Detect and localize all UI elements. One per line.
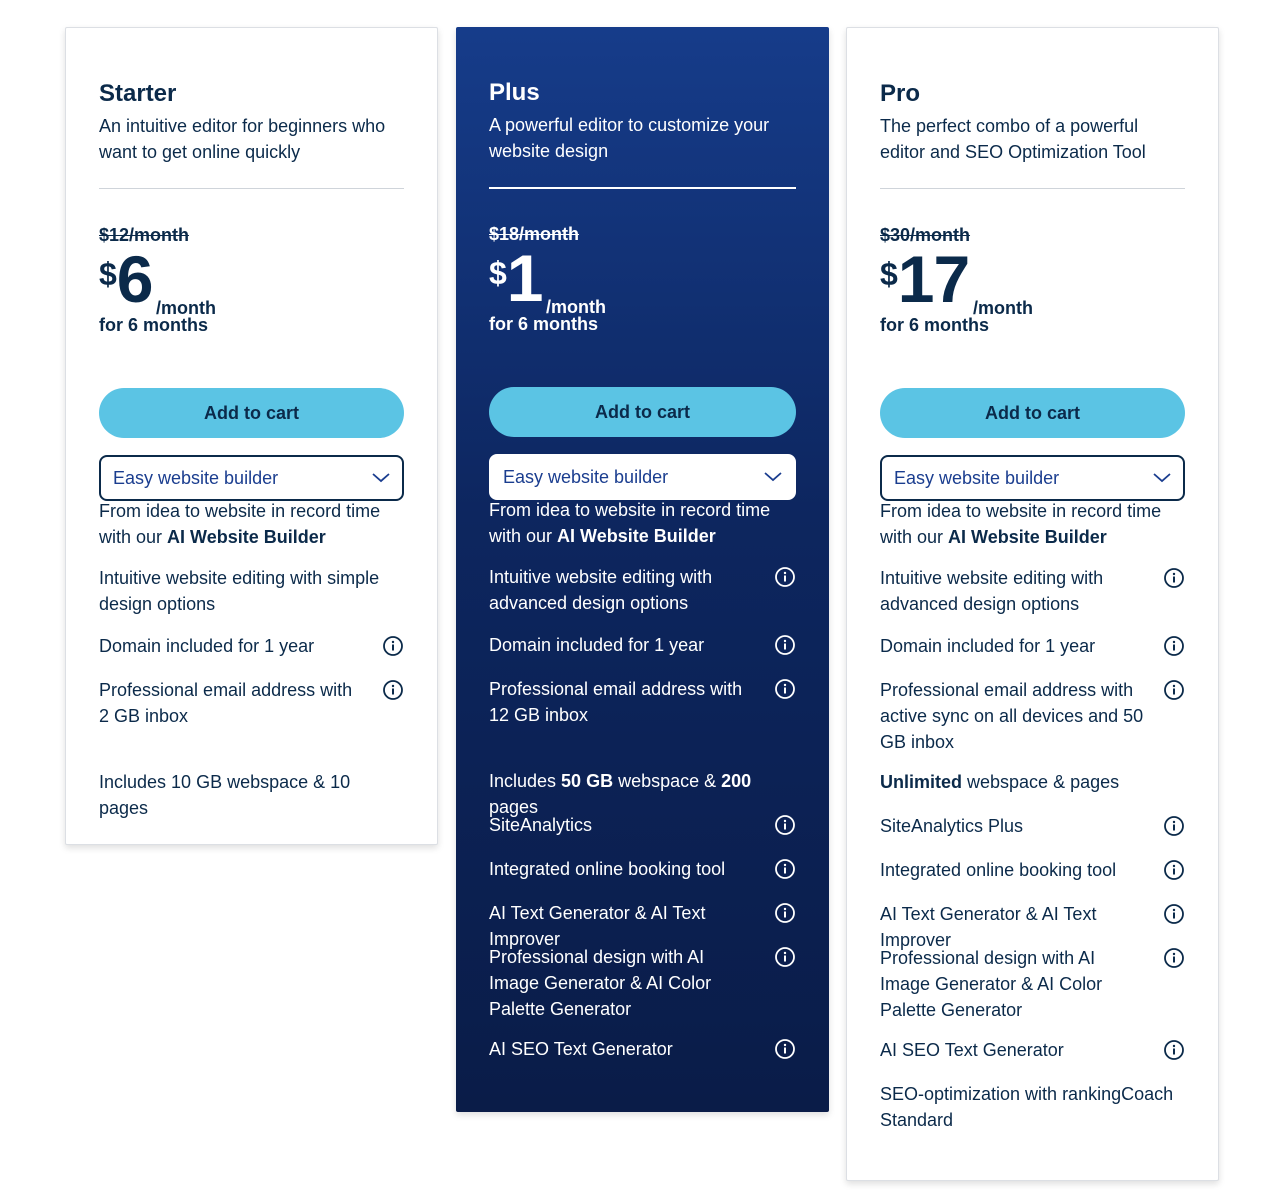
info-circle-icon[interactable] — [1163, 947, 1185, 969]
price — [880, 242, 970, 316]
plan-description: An intuitive editor for beginners who want to get online quickly — [99, 116, 386, 162]
feature-webspace: Includes 10 GB webspace & 10 pages — [99, 772, 351, 818]
select-value: Easy website builder — [894, 467, 1060, 488]
info-circle-icon[interactable] — [774, 946, 796, 968]
info-circle-icon[interactable] — [774, 858, 796, 880]
plan-title: Plus — [489, 79, 540, 106]
plan-description: The perfect combo of a powerful editor and SEO Optimization Tool — [880, 116, 1146, 162]
old-price: $18/month — [489, 224, 580, 244]
currency-symbol: $ — [880, 256, 898, 292]
chevron-down-icon — [372, 473, 390, 483]
feature-editing: Intuitive website editing with simple design options — [99, 568, 380, 614]
feature-booking: Integrated online booking tool — [489, 856, 796, 882]
info-circle-icon[interactable] — [382, 679, 404, 701]
feature-ai-seo: AI SEO Text Generator — [880, 1037, 1185, 1063]
feature-webspace: Includes 50 GB webspace & 200 pages — [489, 771, 752, 817]
feature-webspace: Unlimited webspace & pages — [880, 772, 1120, 792]
feature-email: Professional email address with 12 GB inbox — [489, 676, 796, 728]
info-circle-icon[interactable] — [1163, 815, 1185, 837]
builder-select[interactable] — [880, 455, 1185, 501]
price-period: /month — [156, 298, 216, 318]
builder-description: From idea to website in record time with our AI Website Builder — [99, 501, 381, 547]
select-value: Easy website builder — [113, 467, 279, 488]
feature-email: Professional email address with active sync on all devices and 50 GB inbox — [880, 677, 1185, 755]
feature-domain: Domain included for 1 year — [489, 632, 796, 658]
feature-email: Professional email address with 2 GB inbox — [99, 677, 404, 729]
info-circle-icon[interactable] — [774, 1038, 796, 1060]
plan-title: Starter — [99, 80, 177, 107]
info-circle-icon[interactable] — [774, 566, 796, 588]
chevron-down-icon — [1153, 473, 1171, 483]
feature-booking: Integrated online booking tool — [880, 857, 1185, 883]
price-duration: for 6 months — [489, 314, 599, 334]
plan-title: Pro — [880, 80, 921, 107]
add-to-cart-button[interactable]: Add to cart — [99, 388, 404, 438]
plan-card-plus — [456, 27, 829, 1112]
builder-select[interactable] — [489, 454, 796, 500]
old-price: $30/month — [880, 225, 971, 245]
info-circle-icon[interactable] — [1163, 859, 1185, 881]
price-amount: 17 — [897, 242, 970, 316]
info-circle-icon[interactable] — [382, 635, 404, 657]
feature-ai-design: Professional design with AI Image Generator & AI Color Palette Generator — [489, 944, 796, 1022]
old-price: $12/month — [99, 225, 190, 245]
price-duration: for 6 months — [880, 315, 990, 335]
feature-editing: Intuitive website editing with advanced design options — [489, 564, 796, 616]
feature-domain: Domain included for 1 year — [99, 633, 404, 659]
builder-description: From idea to website in record time with our AI Website Builder — [489, 500, 771, 546]
info-circle-icon[interactable] — [1163, 567, 1185, 589]
info-circle-icon[interactable] — [1163, 679, 1185, 701]
builder-select[interactable] — [99, 455, 404, 501]
chevron-down-icon — [764, 472, 782, 482]
price-duration: for 6 months — [99, 315, 209, 335]
currency-symbol: $ — [99, 256, 117, 292]
divider — [99, 188, 404, 189]
price — [99, 242, 153, 316]
feature-ai-text: AI Text Generator & AI Text Improver — [489, 900, 796, 952]
feature-analytics: SiteAnalytics — [489, 812, 796, 838]
add-to-cart-button[interactable]: Add to cart — [489, 387, 796, 437]
divider — [880, 188, 1185, 189]
select-value: Easy website builder — [503, 466, 669, 487]
price-amount: 1 — [506, 241, 543, 315]
feature-seo: SEO-optimization with rankingCoach Standard — [880, 1084, 1174, 1130]
info-circle-icon[interactable] — [774, 634, 796, 656]
info-circle-icon[interactable] — [1163, 903, 1185, 925]
feature-ai-text: AI Text Generator & AI Text Improver — [880, 901, 1185, 953]
price-period: /month — [973, 298, 1033, 318]
feature-editing: Intuitive website editing with advanced design options — [880, 565, 1185, 617]
price-period: /month — [546, 297, 606, 317]
info-circle-icon[interactable] — [1163, 635, 1185, 657]
plan-card-pro — [846, 27, 1219, 1181]
info-circle-icon[interactable] — [774, 814, 796, 836]
currency-symbol: $ — [489, 255, 507, 291]
plan-description: A powerful editor to customize your website design — [489, 115, 770, 161]
price — [489, 241, 543, 315]
info-circle-icon[interactable] — [1163, 1039, 1185, 1061]
info-circle-icon[interactable] — [774, 902, 796, 924]
feature-domain: Domain included for 1 year — [880, 633, 1185, 659]
info-circle-icon[interactable] — [774, 678, 796, 700]
feature-ai-design: Professional design with AI Image Generator & AI Color Palette Generator — [880, 945, 1185, 1023]
feature-analytics: SiteAnalytics Plus — [880, 813, 1185, 839]
add-to-cart-button[interactable]: Add to cart — [880, 388, 1185, 438]
feature-ai-seo: AI SEO Text Generator — [489, 1036, 796, 1062]
price-amount: 6 — [116, 242, 153, 316]
divider — [489, 187, 796, 189]
builder-description: From idea to website in record time with our AI Website Builder — [880, 501, 1162, 547]
plan-card-starter — [65, 27, 438, 845]
